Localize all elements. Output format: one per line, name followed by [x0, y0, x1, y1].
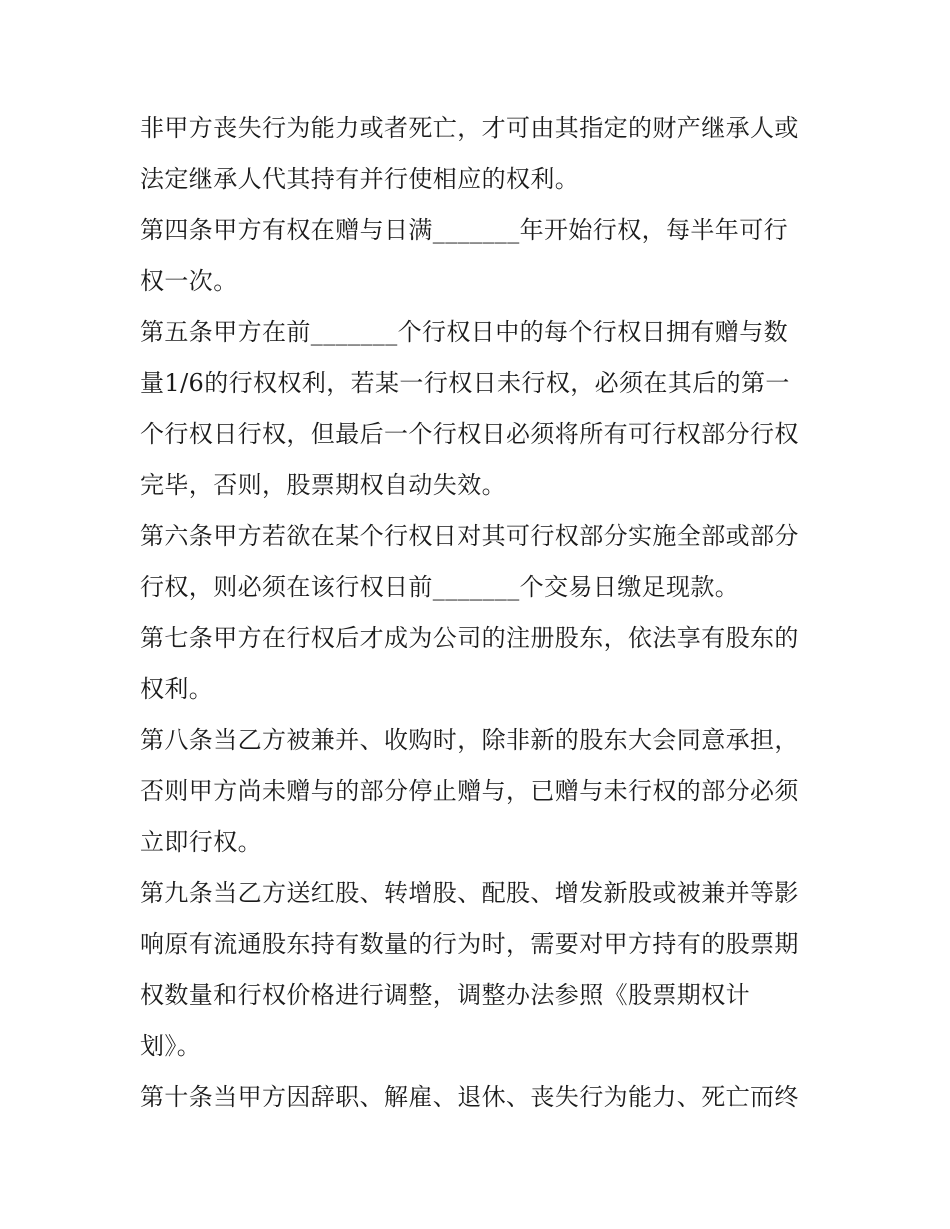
text-line: 非甲方丧失行为能力或者死亡，才可由其指定的财产继承人或: [140, 114, 799, 142]
text-line: 法定继承人代其持有并行使相应的权利。: [140, 165, 580, 193]
text-line: 行权，则必须在该行权日前_______个交易日缴足现款。: [140, 573, 740, 601]
text-line: 第四条甲方有权在赠与日满_______年开始行权，每半年可行: [140, 216, 788, 244]
text-line: 第六条甲方若欲在某个行权日对其可行权部分实施全部或部分: [140, 522, 799, 550]
text-line: 响原有流通股东持有数量的行为时，需要对甲方持有的股票期: [140, 930, 799, 958]
text-line: 否则甲方尚未赠与的部分停止赠与，已赠与未行权的部分必须: [140, 777, 799, 805]
text-line: 立即行权。: [140, 828, 262, 856]
text-line: 权利。: [140, 675, 214, 703]
text-line: 权一次。: [140, 267, 238, 295]
text-line: 个行权日行权，但最后一个行权日必须将所有可行权部分行权: [140, 420, 799, 448]
text-line: 第九条当乙方送红股、转增股、配股、增发新股或被兼并等影: [140, 879, 799, 907]
text-line: 量1/6的行权权利，若某一行权日未行权，必须在其后的第一: [140, 369, 790, 397]
text-line: 划》。: [140, 1032, 202, 1060]
text-line: 权数量和行权价格进行调整，调整办法参照《股票期权计: [140, 981, 750, 1009]
text-line: 完毕，否则，股票期权自动失效。: [140, 471, 506, 499]
text-line: 第十条当甲方因辞职、解雇、退休、丧失行为能力、死亡而终: [140, 1083, 799, 1111]
text-line: 第五条甲方在前_______个行权日中的每个行权日拥有赠与数: [140, 318, 788, 346]
text-line: 第七条甲方在行权后才成为公司的注册股东，依法享有股东的: [140, 624, 799, 652]
text-line: 第八条当乙方被兼并、收购时，除非新的股东大会同意承担，: [140, 726, 799, 754]
